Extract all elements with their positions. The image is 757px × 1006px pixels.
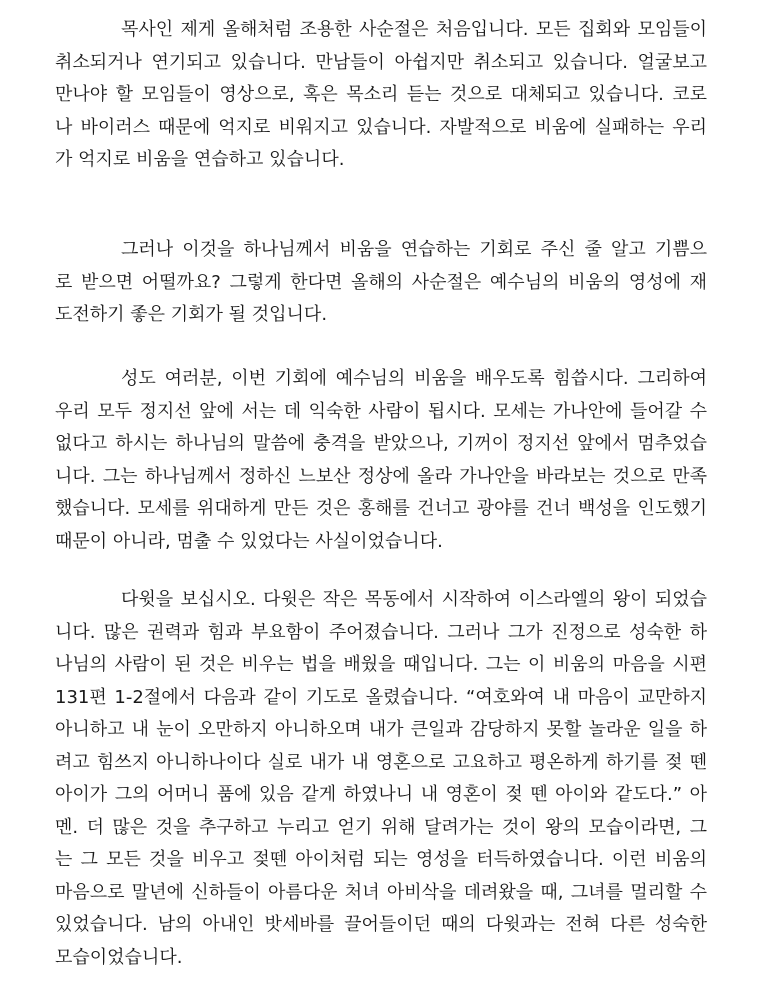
text-line: 도전하기 좋은 기회가 될 것입니다. xyxy=(55,304,328,325)
text-line: 니다. 그는 하나님께서 정하신 느보산 정상에 올라 가나안을 바라보는 것으로 만족 xyxy=(55,465,707,487)
paragraph-2 xyxy=(55,234,707,332)
text-line: 마음으로 말년에 신하들이 아름다운 처녀 아비삭을 데려왔을 때, 그녀를 멀리할 수 xyxy=(55,881,707,903)
text-line: 로 받으면 어떨까요? 그렇게 한다면 올해의 사순절은 예수님의 비움의 영성에 재 xyxy=(55,271,707,293)
text-line: 없다고 하시는 하나님의 말씀에 충격을 받았으나, 기꺼이 정지선 앞에서 멈추었습 xyxy=(55,433,707,454)
text-line: 성도 여러분, 이번 기회에 예수님의 비움을 배우도록 힘씁시다. 그리하여 xyxy=(121,368,707,389)
text-line: 아이가 그의 어머니 품에 있음 같게 하였나니 내 영혼이 젖 뗀 아이와 같도다.” 아 xyxy=(55,784,707,805)
text-line: 131편 1-2절에서 다음과 같이 기도로 올렸습니다. “여호와여 내 마음이 교만하지 xyxy=(55,686,707,708)
text-line: 가 억지로 비움을 연습하고 있습니다. xyxy=(55,149,345,170)
text-line: 니다. 많은 권력과 힘과 부요함이 주어졌습니다. 그러나 그가 진정으로 성숙한 하 xyxy=(55,621,707,643)
paragraph-1 xyxy=(55,14,707,177)
text-line: 아니하고 내 눈이 오만하지 아니하오며 내가 큰일과 감당하지 못할 놀라운 일을 하 xyxy=(55,719,707,740)
text-line: 취소되거나 연기되고 있습니다. 만남들이 아쉽지만 취소되고 있습니다. 얼굴보고 xyxy=(55,51,707,73)
text-line: 했습니다. 모세를 위대하게 만든 것은 홍해를 건너고 광야를 건너 백성을 인도했기 xyxy=(55,498,707,519)
text-line: 그러나 이것을 하나님께서 비움을 연습하는 기회로 주신 줄 알고 기쁨으 xyxy=(121,239,707,260)
text-line: 때문이 아니라, 멈출 수 있었다는 사실이었습니다. xyxy=(55,530,443,552)
text-line: 목사인 제게 올해처럼 조용한 사순절은 처음입니다. 모든 집회와 모임들이 xyxy=(121,19,707,40)
paragraph-3 xyxy=(55,363,707,558)
text-line: 나 바이러스 때문에 억지로 비워지고 있습니다. 자발적으로 비움에 실패하는 우리 xyxy=(55,116,707,138)
text-line: 려고 힘쓰지 아니하나이다 실로 내가 내 영혼으로 고요하고 평온하게 하기를 젖 뗀 xyxy=(55,751,707,773)
text-line: 모습이었습니다. xyxy=(55,946,183,968)
text-line: 우리 모두 정지선 앞에 서는 데 익숙한 사람이 됩시다. 모세는 가나안에 들어갈 수 xyxy=(55,400,707,422)
text-line: 는 그 모든 것을 비우고 젖뗀 아이처럼 되는 영성을 터득하였습니다. 이런 비움의 xyxy=(55,849,707,870)
text-line: 나님의 사람이 된 것은 비우는 법을 배웠을 때입니다. 그는 이 비움의 마음을 시편 xyxy=(55,654,707,675)
text-line: 만나야 할 모임들이 영상으로, 혹은 목소리 듣는 것으로 대체되고 있습니다. 코로 xyxy=(55,84,707,105)
paragraph-4 xyxy=(55,584,707,974)
text-line: 있었습니다. 남의 아내인 밧세바를 끌어들이던 때의 다윗과는 전혀 다른 성숙한 xyxy=(55,914,707,935)
text-line: 다윗을 보십시오. 다윗은 작은 목동에서 시작하여 이스라엘의 왕이 되었습 xyxy=(121,589,707,610)
text-line: 멘. 더 많은 것을 추구하고 누리고 얻기 위해 달려가는 것이 왕의 모습이라면, 그 xyxy=(55,816,707,838)
